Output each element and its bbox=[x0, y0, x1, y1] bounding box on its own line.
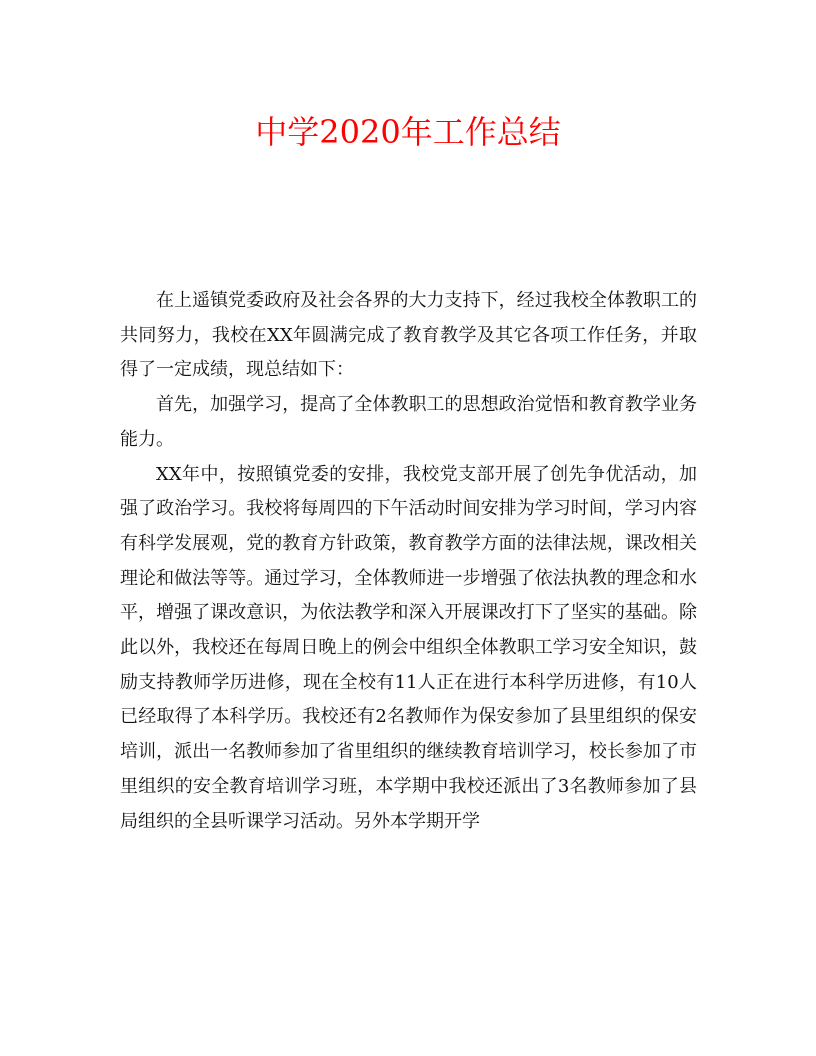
paragraph-intro: 在上遥镇党委政府及社会各界的大力支持下，经过我校全体教职工的共同努力，我校在XX年圆满完成了教育教学及其它各项工作任务，并取得了一定成绩，现总结如下： bbox=[120, 290, 697, 381]
paragraph-study-details: XX年中，按照镇党委的安排，我校党支部开展了创先争优活动，加强了政治学习。我校将每周四的下午活动时间安排为学习时间，学习内容有科学发展观，党的教育方针政策，教育教学方面的法律法规，课改相关理论和做法等等。通过学习，全体教师进一步增强了依法执教的理念和水平，增强了课改意识，为依法教学和深入开展课改打下了坚实的基础。除此以外，我校还在每周日晚上的例会中组织全体教职工学习安全知识，鼓励支持教师学历进修，现在全校有11人正在进行本科学历进修，有10人已经取得了本科学历。我校还有2名教师作为保安参加了县里组织的保安培训，派出一名教师参加了省里组织的继续教育培训学习，校长参加了市里组织的安全教育培训学习班，本学期中我校还派出了3名教师参加了县局组织的全县听课学习活动。另外本学期开学 bbox=[120, 463, 697, 832]
document-body bbox=[120, 284, 697, 839]
document-title: 中学2020年工作总结 bbox=[255, 113, 561, 151]
paragraph-first-point: 首先，加强学习，提高了全体教职工的思想政治觉悟和教育教学业务能力。 bbox=[120, 394, 697, 450]
